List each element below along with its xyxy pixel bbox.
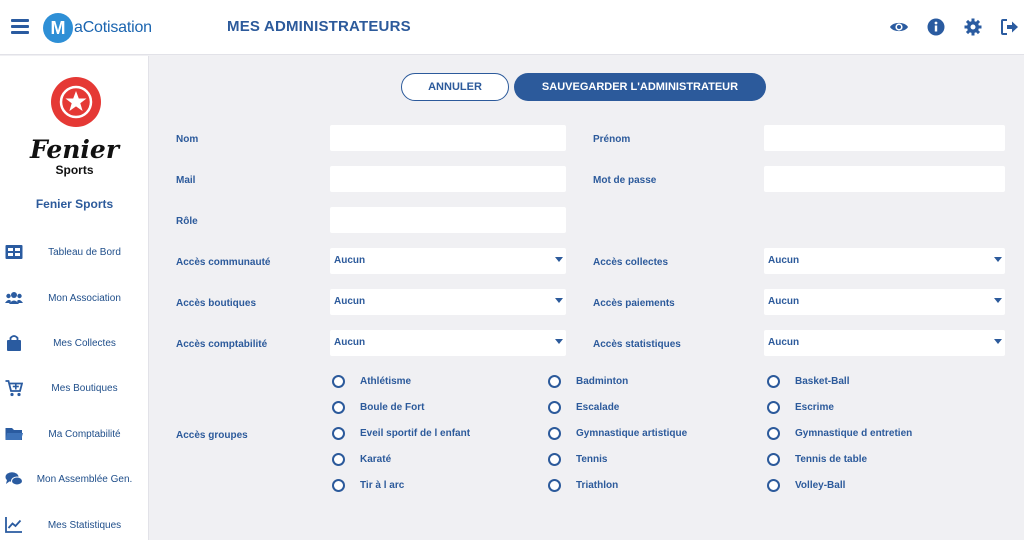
group-radio-tennis-de-table[interactable]: Tennis de table bbox=[767, 453, 867, 466]
top-bar bbox=[0, 0, 1024, 55]
nom-label: Nom bbox=[176, 134, 199, 145]
select-value: Aucun bbox=[768, 296, 800, 307]
group-radio-escalade[interactable]: Escalade bbox=[548, 401, 619, 414]
logout-icon[interactable] bbox=[1000, 17, 1020, 37]
main-content bbox=[150, 56, 1024, 540]
password-label: Mot de passe bbox=[593, 175, 657, 186]
sidebar-item-label: Mon Assemblée Gen. bbox=[36, 473, 133, 485]
group-radio-tir-a-l-arc[interactable]: Tir à l arc bbox=[332, 479, 404, 492]
cancel-button[interactable]: ANNULER bbox=[401, 73, 509, 101]
chart-icon bbox=[5, 516, 23, 534]
group-radio-tennis[interactable]: Tennis bbox=[548, 453, 607, 466]
group-radio-volley-ball[interactable]: Volley-Ball bbox=[767, 479, 845, 492]
sidebar-item-label: Mes Statistiques bbox=[47, 519, 122, 531]
mail-label: Mail bbox=[176, 175, 196, 186]
app-logo[interactable] bbox=[43, 13, 152, 43]
radio-circle-icon bbox=[332, 375, 345, 388]
radio-circle-icon bbox=[548, 427, 561, 440]
mail-field[interactable] bbox=[330, 166, 566, 192]
page-title: MES ADMINISTRATEURS bbox=[227, 18, 411, 35]
radio-circle-icon bbox=[548, 375, 561, 388]
acces-paiements-label: Accès paiements bbox=[593, 298, 675, 309]
radio-circle-icon bbox=[548, 479, 561, 492]
chevron-down-icon bbox=[994, 339, 1002, 344]
radio-circle-icon bbox=[767, 453, 780, 466]
app-logo-text: aCotisation bbox=[74, 19, 152, 36]
sidebar-item-mon-assemblee-gen[interactable] bbox=[0, 464, 149, 494]
role-field[interactable] bbox=[330, 207, 566, 233]
app-logo-mark: M bbox=[43, 13, 73, 43]
sidebar-item-label: Tableau de Bord bbox=[48, 246, 121, 258]
sidebar-item-label: Mes Boutiques bbox=[51, 382, 118, 394]
eye-icon[interactable] bbox=[889, 17, 909, 37]
acces-comptabilite-label: Accès comptabilité bbox=[176, 339, 268, 350]
password-field[interactable] bbox=[764, 166, 1005, 192]
dashboard-icon bbox=[5, 243, 23, 261]
chevron-down-icon bbox=[555, 339, 563, 344]
select-value: Aucun bbox=[768, 337, 800, 348]
acces-statistiques-label: Accès statistiques bbox=[593, 339, 681, 350]
acces-comptabilite-select[interactable] bbox=[330, 330, 566, 356]
bag-icon bbox=[5, 334, 23, 352]
save-admin-button[interactable]: SAUVEGARDER L'ADMINISTRATEUR bbox=[514, 73, 766, 101]
chevron-down-icon bbox=[555, 298, 563, 303]
acces-paiements-select[interactable] bbox=[764, 289, 1005, 315]
select-value: Aucun bbox=[334, 337, 366, 348]
sidebar-item-label: Mon Association bbox=[48, 292, 121, 304]
select-value: Aucun bbox=[334, 255, 366, 266]
group-radio-athletisme[interactable]: Athlétisme bbox=[332, 375, 411, 388]
group-radio-triathlon[interactable]: Triathlon bbox=[548, 479, 618, 492]
radio-circle-icon bbox=[332, 401, 345, 414]
acces-boutiques-label: Accès boutiques bbox=[176, 298, 257, 309]
radio-circle-icon bbox=[548, 401, 561, 414]
group-radio-gymnastique-entretien[interactable]: Gymnastique d entretien bbox=[767, 427, 912, 440]
acces-collectes-label: Accès collectes bbox=[593, 257, 669, 268]
radio-circle-icon bbox=[548, 453, 561, 466]
prenom-field[interactable] bbox=[764, 125, 1005, 151]
sidebar-item-label: Ma Comptabilité bbox=[48, 428, 121, 440]
sidebar-item-mes-collectes[interactable] bbox=[0, 328, 149, 358]
chevron-down-icon bbox=[555, 257, 563, 262]
radio-circle-icon bbox=[767, 427, 780, 440]
radio-circle-icon bbox=[332, 453, 345, 466]
prenom-label: Prénom bbox=[593, 134, 631, 145]
radio-circle-icon bbox=[767, 375, 780, 388]
group-radio-karate[interactable]: Karaté bbox=[332, 453, 391, 466]
sidebar-item-mes-statistiques[interactable] bbox=[0, 510, 149, 540]
group-radio-basket-ball[interactable]: Basket-Ball bbox=[767, 375, 849, 388]
group-radio-gymnastique-artistique[interactable]: Gymnastique artistique bbox=[548, 427, 687, 440]
nom-field[interactable] bbox=[330, 125, 566, 151]
acces-collectes-select[interactable] bbox=[764, 248, 1005, 274]
radio-circle-icon bbox=[767, 479, 780, 492]
club-logo-subtitle: Sports bbox=[55, 163, 94, 177]
group-radio-eveil-sportif[interactable]: Eveil sportif de l enfant bbox=[332, 427, 470, 440]
cart-icon bbox=[5, 379, 23, 397]
acces-groupes-label: Accès groupes bbox=[176, 430, 248, 441]
radio-circle-icon bbox=[332, 479, 345, 492]
acces-communaute-label: Accès communauté bbox=[176, 257, 271, 268]
chat-icon bbox=[5, 470, 23, 488]
role-label: Rôle bbox=[176, 216, 198, 227]
select-value: Aucun bbox=[768, 255, 800, 266]
group-radio-escrime[interactable]: Escrime bbox=[767, 401, 834, 414]
sidebar-item-label: Mes Collectes bbox=[53, 337, 116, 349]
group-radio-boule-de-fort[interactable]: Boule de Fort bbox=[332, 401, 424, 414]
club-logo-icon bbox=[50, 76, 102, 128]
select-value: Aucun bbox=[334, 296, 366, 307]
sidebar-item-ma-comptabilite[interactable] bbox=[0, 419, 149, 449]
radio-circle-icon bbox=[767, 401, 780, 414]
sidebar bbox=[0, 56, 149, 540]
acces-boutiques-select[interactable] bbox=[330, 289, 566, 315]
users-icon bbox=[5, 289, 23, 307]
info-icon[interactable] bbox=[926, 17, 946, 37]
group-radio-badminton[interactable]: Badminton bbox=[548, 375, 628, 388]
gear-icon[interactable] bbox=[963, 17, 983, 37]
sidebar-item-mon-association[interactable] bbox=[0, 283, 149, 313]
folder-icon bbox=[5, 425, 23, 443]
club-name: Fenier Sports bbox=[35, 197, 114, 211]
chevron-down-icon bbox=[994, 298, 1002, 303]
club-logo-name: Fenier bbox=[29, 135, 120, 164]
chevron-down-icon bbox=[994, 257, 1002, 262]
sidebar-item-mes-boutiques[interactable] bbox=[0, 373, 149, 403]
sidebar-item-tableau-de-bord[interactable] bbox=[0, 237, 149, 267]
menu-icon[interactable] bbox=[11, 19, 29, 35]
acces-statistiques-select[interactable] bbox=[764, 330, 1005, 356]
acces-communaute-select[interactable] bbox=[330, 248, 566, 274]
radio-circle-icon bbox=[332, 427, 345, 440]
